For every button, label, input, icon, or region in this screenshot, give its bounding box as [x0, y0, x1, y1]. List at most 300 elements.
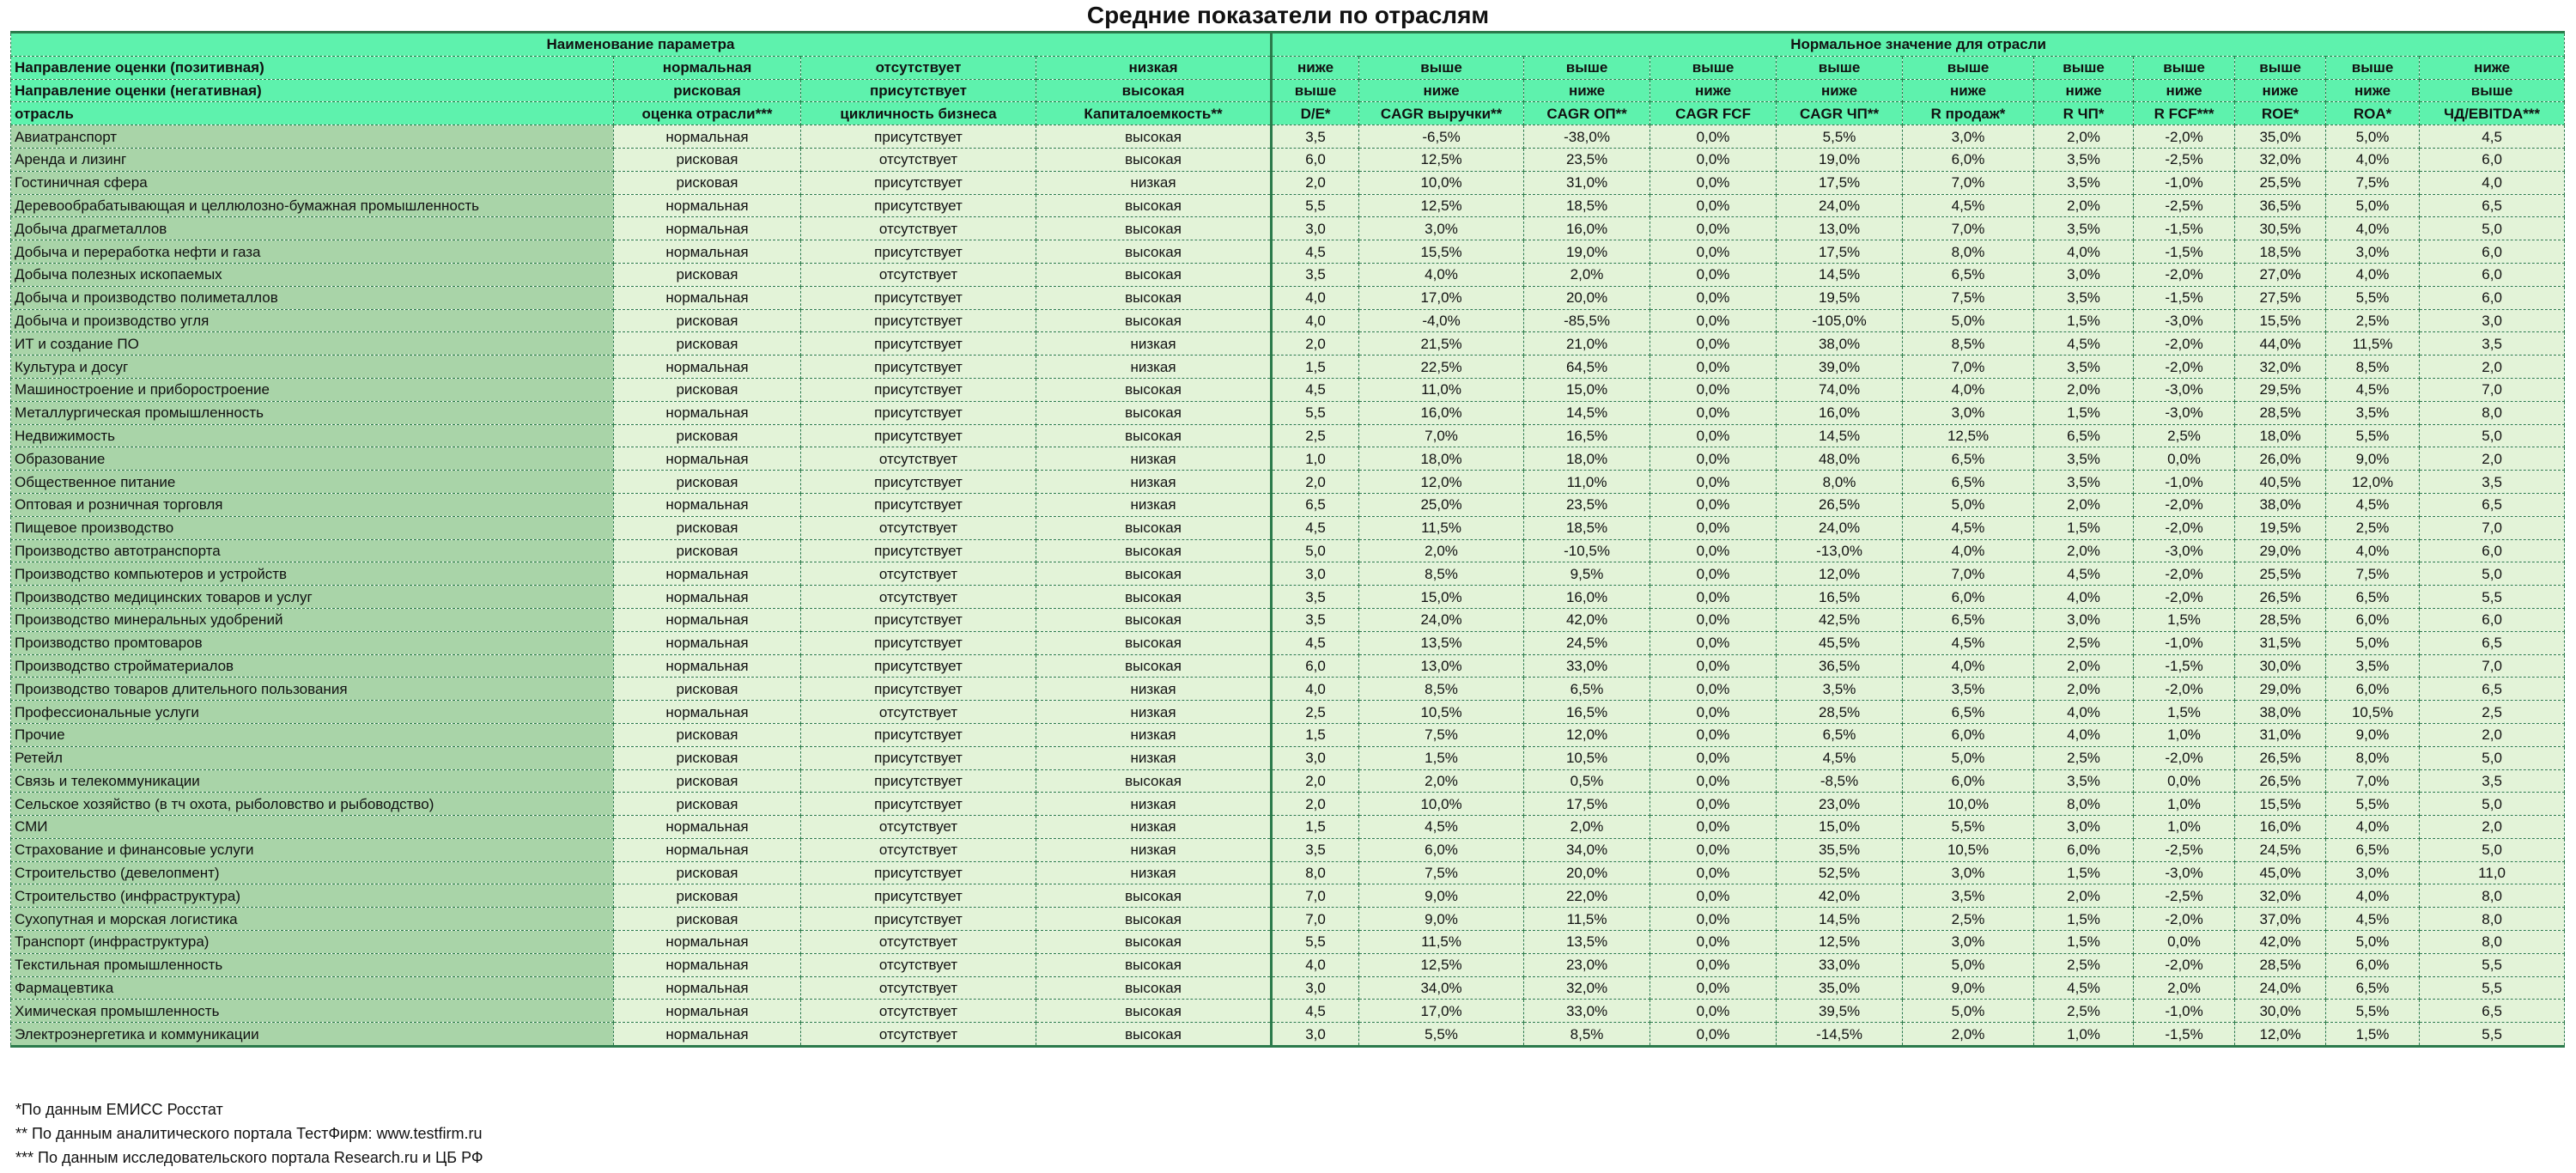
value-cell: -1,0% [2134, 631, 2235, 654]
value-cell: 10,0% [1359, 171, 1524, 194]
value-cell: 37,0% [2235, 908, 2326, 931]
value-cell: 4,5% [1777, 746, 1903, 769]
table-row [11, 562, 2565, 586]
value-cell: 7,5% [1903, 286, 2034, 309]
header-cell: R FCF*** [2134, 102, 2235, 125]
industry-name-cell: Производство стройматериалов [11, 654, 614, 678]
value-cell: 12,0% [1524, 723, 1650, 746]
value-cell: 0,0% [1650, 816, 1777, 839]
value-cell: 5,5% [2326, 424, 2420, 447]
value-cell: -2,0% [2134, 263, 2235, 286]
value-cell: отсутствует [801, 562, 1036, 586]
value-cell: рисковая [614, 678, 801, 701]
value-cell: высокая [1036, 931, 1272, 954]
value-cell: 4,5% [1903, 194, 2034, 217]
value-cell: присутствует [801, 608, 1036, 631]
value-cell: нормальная [614, 631, 801, 654]
value-cell: 0,0% [1650, 424, 1777, 447]
table-row [11, 471, 2565, 494]
value-cell: 6,5 [2420, 194, 2565, 217]
value-cell: нормальная [614, 931, 801, 954]
value-cell: -38,0% [1524, 125, 1650, 149]
value-cell: рисковая [614, 378, 801, 401]
value-cell: 10,0% [1359, 793, 1524, 816]
value-cell: 13,0% [1359, 654, 1524, 678]
value-cell: 3,5 [2420, 769, 2565, 793]
value-cell: 38,0% [2235, 493, 2326, 516]
industry-name-cell: Деревообрабатывающая и целлюлозно-бумажная промышленность [11, 194, 614, 217]
industry-name-cell: Строительство (инфраструктура) [11, 884, 614, 908]
value-cell: 9,0% [2326, 723, 2420, 746]
value-cell: 52,5% [1777, 861, 1903, 884]
value-cell: 25,5% [2235, 171, 2326, 194]
value-cell: 3,0 [2420, 309, 2565, 332]
header-cell: ниже [1359, 79, 1524, 102]
value-cell: 7,5% [2326, 171, 2420, 194]
value-cell: 30,0% [2235, 1000, 2326, 1023]
value-cell: -3,0% [2134, 861, 2235, 884]
value-cell: 33,0% [1524, 654, 1650, 678]
value-cell: 4,0% [2326, 539, 2420, 562]
value-cell: 15,5% [2235, 309, 2326, 332]
value-cell: присутствует [801, 125, 1036, 149]
value-cell: 3,5% [2034, 471, 2134, 494]
value-cell: 14,5% [1777, 263, 1903, 286]
value-cell: нормальная [614, 1023, 801, 1047]
header-cell: CAGR FCF [1650, 102, 1777, 125]
value-cell: 17,5% [1777, 171, 1903, 194]
value-cell: 42,5% [1777, 608, 1903, 631]
value-cell: присутствует [801, 654, 1036, 678]
table-row [11, 516, 2565, 539]
header-cell: выше [2034, 56, 2134, 79]
value-cell: 39,0% [1777, 356, 1903, 379]
value-cell: 2,0% [2034, 125, 2134, 149]
value-cell: -6,5% [1359, 125, 1524, 149]
table-row [11, 678, 2565, 701]
value-cell: 2,0 [1272, 471, 1359, 494]
industry-name-cell: Электроэнергетика и коммуникации [11, 1023, 614, 1047]
header-cell: ниже [1903, 79, 2034, 102]
value-cell: -2,0% [2134, 953, 2235, 976]
value-cell: 2,0 [2420, 723, 2565, 746]
value-cell: 4,5% [2326, 378, 2420, 401]
value-cell: 4,5% [2326, 493, 2420, 516]
value-cell: 0,0% [2134, 447, 2235, 471]
value-cell: 3,5% [1903, 678, 2034, 701]
value-cell: 3,5% [1903, 884, 2034, 908]
value-cell: -2,0% [2134, 586, 2235, 609]
industry-name-cell: Культура и досуг [11, 356, 614, 379]
industry-name-cell: Добыча драгметаллов [11, 217, 614, 240]
value-cell: 17,5% [1777, 240, 1903, 264]
value-cell: 6,5% [1903, 701, 2034, 724]
value-cell: 0,0% [1650, 1023, 1777, 1047]
value-cell: 23,5% [1524, 493, 1650, 516]
value-cell: 19,5% [2235, 516, 2326, 539]
value-cell: 0,0% [1650, 678, 1777, 701]
value-cell: присутствует [801, 769, 1036, 793]
value-cell: 6,5% [2326, 586, 2420, 609]
value-cell: 2,0% [1359, 539, 1524, 562]
value-cell: 33,0% [1524, 1000, 1650, 1023]
value-cell: -3,0% [2134, 309, 2235, 332]
value-cell: 26,5% [2235, 586, 2326, 609]
value-cell: 4,5% [1903, 516, 2034, 539]
value-cell: 17,0% [1359, 286, 1524, 309]
value-cell: 6,5% [1777, 723, 1903, 746]
value-cell: 5,0 [2420, 793, 2565, 816]
value-cell: 18,5% [2235, 240, 2326, 264]
value-cell: отсутствует [801, 516, 1036, 539]
value-cell: 5,0 [2420, 562, 2565, 586]
value-cell: 5,5% [2326, 793, 2420, 816]
value-cell: высокая [1036, 240, 1272, 264]
value-cell: 6,0% [2326, 953, 2420, 976]
value-cell: 11,0% [1359, 378, 1524, 401]
value-cell: 3,5% [2034, 148, 2134, 171]
value-cell: 2,0% [2034, 654, 2134, 678]
value-cell: присутствует [801, 471, 1036, 494]
value-cell: -2,0% [2134, 746, 2235, 769]
value-cell: низкая [1036, 356, 1272, 379]
value-cell: 4,5 [1272, 1000, 1359, 1023]
industry-name-cell: Прочие [11, 723, 614, 746]
value-cell: рисковая [614, 723, 801, 746]
value-cell: присутствует [801, 378, 1036, 401]
value-cell: 11,5% [1359, 931, 1524, 954]
value-cell: 9,0% [1359, 884, 1524, 908]
value-cell: 7,0% [2326, 769, 2420, 793]
industry-name-cell: Строительство (девелопмент) [11, 861, 614, 884]
value-cell: присутствует [801, 746, 1036, 769]
value-cell: 6,5% [2326, 976, 2420, 1000]
value-cell: 0,5% [1524, 769, 1650, 793]
value-cell: низкая [1036, 838, 1272, 861]
value-cell: 0,0% [1650, 539, 1777, 562]
value-cell: присутствует [801, 240, 1036, 264]
value-cell: нормальная [614, 125, 801, 149]
value-cell: нормальная [614, 286, 801, 309]
value-cell: рисковая [614, 516, 801, 539]
value-cell: 3,5% [2034, 356, 2134, 379]
value-cell: 5,0% [2326, 194, 2420, 217]
header-cell: ниже [2034, 79, 2134, 102]
value-cell: 7,0 [2420, 516, 2565, 539]
value-cell: 19,5% [1777, 286, 1903, 309]
value-cell: 0,0% [1650, 471, 1777, 494]
value-cell: 3,0% [2034, 816, 2134, 839]
header-cell: ниже [2420, 56, 2565, 79]
value-cell: 21,0% [1524, 332, 1650, 356]
header-cell: присутствует [801, 79, 1036, 102]
industry-name-cell: СМИ [11, 816, 614, 839]
value-cell: низкая [1036, 332, 1272, 356]
table-row [11, 861, 2565, 884]
table-row [11, 125, 2565, 149]
value-cell: 3,5% [2034, 447, 2134, 471]
value-cell: 5,0% [1903, 953, 2034, 976]
value-cell: 32,0% [2235, 356, 2326, 379]
industry-table [10, 31, 2565, 1048]
value-cell: присутствует [801, 908, 1036, 931]
value-cell: 4,0% [1903, 378, 2034, 401]
value-cell: отсутствует [801, 217, 1036, 240]
value-cell: -2,0% [2134, 562, 2235, 586]
value-cell: 27,5% [2235, 286, 2326, 309]
value-cell: 2,5% [2326, 516, 2420, 539]
value-cell: 7,0% [1359, 424, 1524, 447]
value-cell: 6,5% [1903, 263, 2034, 286]
value-cell: 3,5 [1272, 263, 1359, 286]
value-cell: 0,0% [2134, 931, 2235, 954]
value-cell: 16,0% [1524, 217, 1650, 240]
industry-name-cell: Производство минеральных удобрений [11, 608, 614, 631]
value-cell: 48,0% [1777, 447, 1903, 471]
value-cell: высокая [1036, 654, 1272, 678]
table-row [11, 286, 2565, 309]
value-cell: нормальная [614, 654, 801, 678]
value-cell: низкая [1036, 471, 1272, 494]
value-cell: -8,5% [1777, 769, 1903, 793]
table-row [11, 447, 2565, 471]
value-cell: 0,0% [1650, 356, 1777, 379]
value-cell: 3,5 [1272, 608, 1359, 631]
value-cell: высокая [1036, 194, 1272, 217]
table-row [11, 953, 2565, 976]
industry-name-cell: Транспорт (инфраструктура) [11, 931, 614, 954]
value-cell: 10,5% [1524, 746, 1650, 769]
table-row [11, 769, 2565, 793]
value-cell: 0,0% [1650, 953, 1777, 976]
value-cell: низкая [1036, 723, 1272, 746]
value-cell: присутствует [801, 678, 1036, 701]
value-cell: рисковая [614, 332, 801, 356]
value-cell: 6,0% [1903, 723, 2034, 746]
header-cell: рисковая [614, 79, 801, 102]
value-cell: 5,0 [2420, 424, 2565, 447]
value-cell: 1,0% [2034, 1023, 2134, 1047]
value-cell: высокая [1036, 401, 1272, 424]
value-cell: 23,0% [1777, 793, 1903, 816]
value-cell: 13,5% [1359, 631, 1524, 654]
value-cell: 0,0% [1650, 194, 1777, 217]
value-cell: рисковая [614, 746, 801, 769]
value-cell: 45,5% [1777, 631, 1903, 654]
value-cell: высокая [1036, 148, 1272, 171]
value-cell: 4,0% [2034, 723, 2134, 746]
value-cell: 5,0% [1903, 309, 2034, 332]
value-cell: 1,5 [1272, 356, 1359, 379]
value-cell: 0,0% [1650, 793, 1777, 816]
value-cell: отсутствует [801, 447, 1036, 471]
value-cell: 0,0% [1650, 148, 1777, 171]
header-row [11, 102, 2565, 125]
value-cell: низкая [1036, 746, 1272, 769]
value-cell: 11,0% [1524, 471, 1650, 494]
value-cell: рисковая [614, 148, 801, 171]
value-cell: 3,0 [1272, 217, 1359, 240]
value-cell: 24,5% [2235, 838, 2326, 861]
value-cell: 8,0 [2420, 884, 2565, 908]
table-row [11, 539, 2565, 562]
value-cell: 26,5% [2235, 769, 2326, 793]
value-cell: 4,0% [1903, 539, 2034, 562]
value-cell: 7,0 [1272, 908, 1359, 931]
value-cell: 2,5 [2420, 701, 2565, 724]
value-cell: 0,0% [1650, 701, 1777, 724]
value-cell: отсутствует [801, 838, 1036, 861]
value-cell: высокая [1036, 309, 1272, 332]
table-row [11, 816, 2565, 839]
value-cell: высокая [1036, 125, 1272, 149]
value-cell: рисковая [614, 908, 801, 931]
footnote-2: ** По данным аналитического портала ТестФирм: www.testfirm.ru [15, 1125, 483, 1142]
value-cell: 7,5% [1359, 723, 1524, 746]
value-cell: 6,5 [1272, 493, 1359, 516]
value-cell: 25,5% [2235, 562, 2326, 586]
value-cell: присутствует [801, 171, 1036, 194]
value-cell: 5,5 [1272, 194, 1359, 217]
value-cell: 22,0% [1524, 884, 1650, 908]
value-cell: 6,0% [1903, 148, 2034, 171]
value-cell: 16,0% [1524, 586, 1650, 609]
header-cell: выше [1359, 56, 1524, 79]
value-cell: 2,5% [2034, 1000, 2134, 1023]
value-cell: 24,5% [1524, 631, 1650, 654]
value-cell: высокая [1036, 217, 1272, 240]
value-cell: отсутствует [801, 148, 1036, 171]
value-cell: 4,0% [2326, 816, 2420, 839]
value-cell: 32,0% [1524, 976, 1650, 1000]
industry-name-cell: Сухопутная и морская логистика [11, 908, 614, 931]
table-row [11, 217, 2565, 240]
industry-name-cell: Производство автотранспорта [11, 539, 614, 562]
value-cell: нормальная [614, 586, 801, 609]
value-cell: 3,5 [1272, 838, 1359, 861]
header-row-label: отрасль [11, 102, 614, 125]
value-cell: 42,0% [1777, 884, 1903, 908]
value-cell: -2,0% [2134, 678, 2235, 701]
table-row [11, 309, 2565, 332]
value-cell: -2,0% [2134, 516, 2235, 539]
value-cell: 15,0% [1359, 586, 1524, 609]
value-cell: нормальная [614, 701, 801, 724]
header-cell: выше [2326, 56, 2420, 79]
value-cell: -85,5% [1524, 309, 1650, 332]
value-cell: 1,0% [2134, 723, 2235, 746]
value-cell: 24,0% [2235, 976, 2326, 1000]
value-cell: 7,0 [1272, 884, 1359, 908]
value-cell: 5,0% [1903, 493, 2034, 516]
value-cell: 31,0% [1524, 171, 1650, 194]
value-cell: -2,0% [2134, 125, 2235, 149]
value-cell: 0,0% [1650, 401, 1777, 424]
value-cell: 1,5% [2034, 309, 2134, 332]
value-cell: 3,0% [1903, 861, 2034, 884]
value-cell: 5,5 [2420, 953, 2565, 976]
value-cell: 24,0% [1777, 516, 1903, 539]
value-cell: нормальная [614, 217, 801, 240]
value-cell: 6,5% [1903, 471, 2034, 494]
header-cell: выше [2420, 79, 2565, 102]
footnotes [15, 1097, 483, 1170]
value-cell: 29,5% [2235, 378, 2326, 401]
value-cell: 4,5 [1272, 516, 1359, 539]
value-cell: 64,5% [1524, 356, 1650, 379]
header-cell: ЧД/EBITDA*** [2420, 102, 2565, 125]
value-cell: 4,0% [2326, 263, 2420, 286]
value-cell: присутствует [801, 309, 1036, 332]
table-row [11, 631, 2565, 654]
value-cell: 4,5% [2326, 908, 2420, 931]
value-cell: 18,0% [1524, 447, 1650, 471]
table-row [11, 746, 2565, 769]
value-cell: 2,0% [2034, 678, 2134, 701]
header-cell: нормальная [614, 56, 801, 79]
value-cell: высокая [1036, 263, 1272, 286]
value-cell: высокая [1036, 608, 1272, 631]
value-cell: 4,5% [1359, 816, 1524, 839]
value-cell: 9,0% [1359, 908, 1524, 931]
header-cell: выше [1524, 56, 1650, 79]
header-cell: выше [2134, 56, 2235, 79]
value-cell: 1,5% [2034, 861, 2134, 884]
value-cell: -14,5% [1777, 1023, 1903, 1047]
value-cell: 20,0% [1524, 286, 1650, 309]
value-cell: 3,0% [2034, 608, 2134, 631]
value-cell: 28,5% [1777, 701, 1903, 724]
industry-name-cell: Сельское хозяйство (в тч охота, рыболовство и рыбоводство) [11, 793, 614, 816]
value-cell: 4,5 [2420, 125, 2565, 149]
value-cell: 3,5% [2034, 171, 2134, 194]
value-cell: 2,0% [1359, 769, 1524, 793]
table-row [11, 332, 2565, 356]
value-cell: 5,0% [2326, 125, 2420, 149]
value-cell: 16,5% [1524, 701, 1650, 724]
value-cell: 3,0 [1272, 562, 1359, 586]
value-cell: 30,5% [2235, 217, 2326, 240]
value-cell: отсутствует [801, 931, 1036, 954]
value-cell: 8,5% [1359, 678, 1524, 701]
value-cell: 44,0% [2235, 332, 2326, 356]
value-cell: 12,0% [1359, 471, 1524, 494]
table-row [11, 356, 2565, 379]
value-cell: нормальная [614, 608, 801, 631]
value-cell: 12,5% [1359, 953, 1524, 976]
value-cell: высокая [1036, 1023, 1272, 1047]
value-cell: 3,5% [2034, 286, 2134, 309]
value-cell: нормальная [614, 953, 801, 976]
value-cell: низкая [1036, 816, 1272, 839]
value-cell: рисковая [614, 793, 801, 816]
value-cell: 8,0 [2420, 931, 2565, 954]
value-cell: 24,0% [1359, 608, 1524, 631]
value-cell: 2,0 [1272, 793, 1359, 816]
value-cell: 12,0% [2326, 471, 2420, 494]
value-cell: -2,0% [2134, 356, 2235, 379]
value-cell: 4,0% [2326, 148, 2420, 171]
value-cell: 36,5% [2235, 194, 2326, 217]
header-cell: выше [1903, 56, 2034, 79]
value-cell: 12,0% [1777, 562, 1903, 586]
value-cell: 6,5 [2420, 1000, 2565, 1023]
industry-name-cell: Профессиональные услуги [11, 701, 614, 724]
value-cell: нормальная [614, 194, 801, 217]
value-cell: 0,0% [1650, 125, 1777, 149]
header-row-label: Направление оценки (позитивная) [11, 56, 614, 79]
value-cell: 2,0 [2420, 356, 2565, 379]
